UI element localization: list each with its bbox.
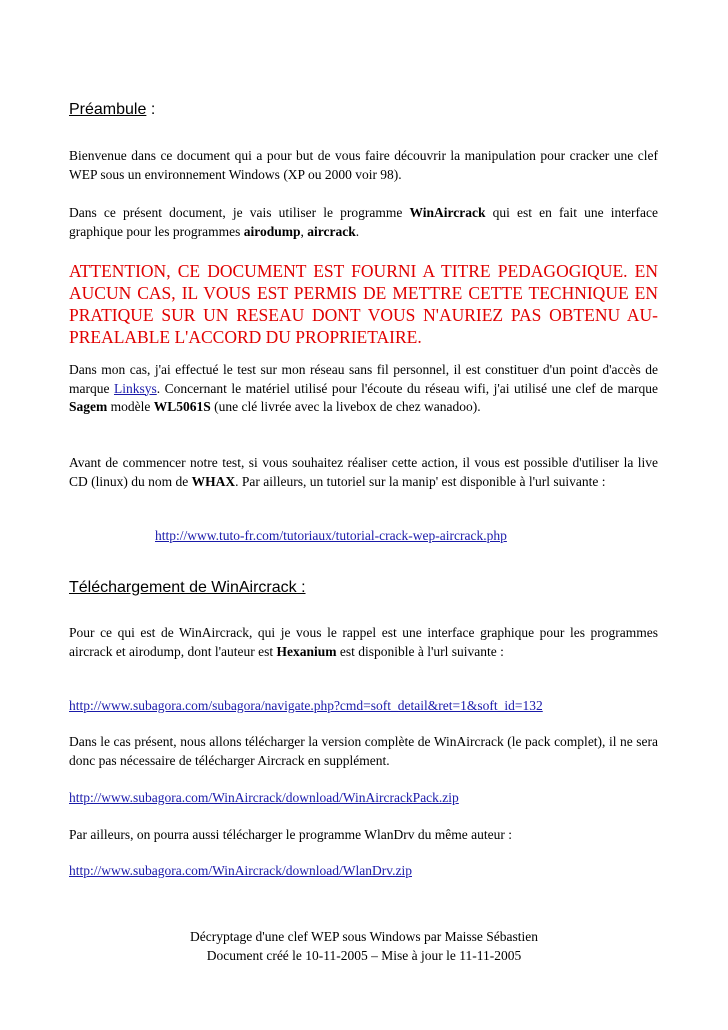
download-paragraph-2: Dans le cas présent, nous allons télécharger la version complète de WinAircrack (le pack complet), il ne sera donc pas nécessaire de télécharger Aircrack en supplément. (69, 734, 658, 768)
preamble-paragraph-2: Dans ce présent document, je vais utiliser le programme WinAircrack qui est en fait une interface graphique pour les programmes airodump, aircrack. (69, 205, 658, 239)
download-paragraph-1: Pour ce qui est de WinAircrack, qui je vous le rappel est une interface graphique pour les programmes aircrack et airodump, dont l'auteur est Hexanium est disponible à l'url suivante : (69, 625, 658, 659)
winaircrackpack-url-link[interactable]: http://www.subagora.com/WinAircrack/download/WinAircrackPack.zip (69, 790, 459, 805)
preamble-paragraph-3: Dans mon cas, j'ai effectué le test sur mon réseau sans fil personnel, il est constituer d'un point d'accès de marque Linksys. Concernant le matériel utilisé pour l'écoute du réseau wifi, j'ai utilisé une clef de marque Sagem modèle WL5061S (une clé livrée avec la livebox de chez wanadoo). (69, 362, 658, 414)
preamble-paragraph-1: Bienvenue dans ce document qui a pour but de vous faire découvrir la manipulation pour cracker une clef WEP sous un environnement Windows (XP ou 2000 voir 98). (69, 148, 658, 182)
preamble-heading-block (69, 100, 658, 120)
footer-line-2: Document créé le 10-11-2005 – Mise à jour le 11-11-2005 (206, 948, 522, 963)
preamble-heading-suffix: : (146, 101, 156, 118)
download-paragraph-3: Par ailleurs, on pourra aussi télécharger le programme WlanDrv du même auteur : (69, 827, 512, 842)
footer-line-1: Décryptage d'une clef WEP sous Windows par Maisse Sébastien (189, 929, 539, 944)
subagora-url-line (69, 697, 658, 716)
wlandrv-url-line (69, 862, 658, 881)
download-heading-text: Téléchargement de WinAircrack : (69, 579, 306, 596)
sagem-bold: Sagem (69, 399, 108, 414)
winaircrackpack-url-line (69, 789, 658, 808)
download-heading (69, 578, 658, 598)
wlandrv-url-link[interactable]: http://www.subagora.com/WinAircrack/download/WlanDrv.zip (69, 863, 412, 878)
footer (0, 927, 728, 965)
tuto-url-link[interactable]: http://www.tuto-fr.com/tutoriaux/tutorial-crack-wep-aircrack.php (155, 528, 507, 543)
wl5061s-bold: WL5061S (153, 399, 211, 414)
aircrack-bold: aircrack (307, 223, 356, 239)
hexanium-bold: Hexanium (276, 643, 337, 659)
tuto-url-line (155, 527, 655, 546)
preamble-heading (69, 100, 658, 120)
preamble-heading-text: Préambule (69, 101, 147, 118)
subagora-url-link[interactable]: http://www.subagora.com/subagora/navigate.php?cmd=soft_detail&ret=1&soft_id=132 (69, 698, 543, 713)
linksys-link[interactable]: Linksys (113, 380, 157, 396)
legal-warning: ATTENTION, CE DOCUMENT EST FOURNI A TITRE PEDAGOGIQUE. EN AUCUN CAS, IL VOUS EST PERMIS DE METTRE CETTE TECHNIQUE EN PRATIQUE SUR UN RESEAU DONT VOUS N'AURIEZ PAS OBTENU AU-PREALABLE L'ACCORD DU PROPRIETAIRE. (69, 261, 658, 347)
preamble-paragraph-4: Avant de commencer notre test, si vous souhaitez réaliser cette action, il vous est possible d'utiliser la live CD (linux) du nom de WHAX. Par ailleurs, un tutoriel sur la manip' est disponible à l'url suivante : (69, 455, 658, 489)
whax-bold: WHAX (191, 473, 236, 489)
winaircrack-bold: WinAircrack (409, 205, 486, 220)
airodump-bold: airodump (243, 223, 301, 239)
